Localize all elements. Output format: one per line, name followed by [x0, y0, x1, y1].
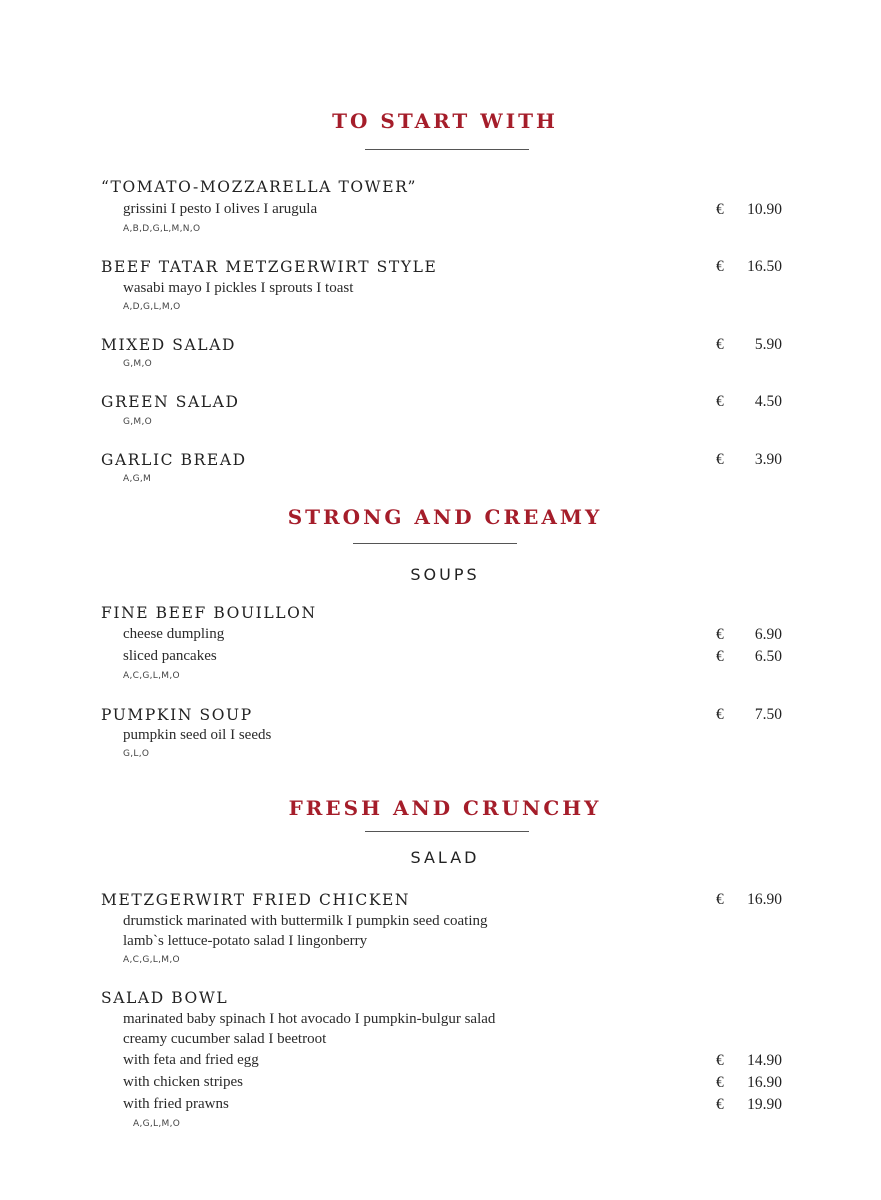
allergen-codes: G,M,O — [123, 417, 153, 427]
section-title-soups: STRONG AND CREAMY — [287, 505, 603, 529]
menu-item-option: cheese dumpling — [123, 626, 225, 642]
price-amount: 14.90 — [747, 1052, 782, 1069]
section-subtitle-salads: SALAD — [410, 848, 480, 867]
currency-symbol: € — [716, 891, 724, 908]
currency-symbol: € — [716, 1096, 724, 1113]
currency-symbol: € — [716, 626, 724, 643]
menu-item-description: wasabi mayo I pickles I sprouts I toast — [123, 280, 354, 296]
menu-item-name: MIXED SALAD — [101, 336, 237, 354]
menu-item-description: lamb`s lettuce-potato salad I lingonberry — [123, 933, 368, 949]
menu-item-description: pumpkin seed oil I seeds — [123, 727, 272, 743]
currency-symbol: € — [716, 1074, 724, 1091]
menu-item-option: sliced pancakes — [123, 648, 217, 664]
price-amount: 6.90 — [754, 626, 782, 643]
section-divider — [365, 831, 529, 832]
section-subtitle-soups: SOUPS — [410, 565, 480, 584]
menu-item-name: PUMPKIN SOUP — [101, 706, 253, 724]
allergen-codes: G,L,O — [123, 749, 150, 759]
section-divider — [365, 149, 529, 150]
allergen-codes: G,M,O — [123, 359, 153, 369]
menu-item-option: with chicken stripes — [123, 1074, 243, 1090]
price-amount: 16.50 — [747, 258, 782, 275]
allergen-codes: A,C,G,L,M,O — [123, 671, 180, 681]
menu-item-name: METZGERWIRT FRIED CHICKEN — [101, 891, 411, 909]
menu-item-name: FINE BEEF BOUILLON — [101, 604, 317, 622]
allergen-codes: A,B,D,G,L,M,N,O — [123, 224, 201, 234]
allergen-codes: A,G,L,M,O — [133, 1119, 181, 1129]
price-amount: 16.90 — [747, 891, 782, 908]
section-divider — [353, 543, 517, 544]
price-amount: 4.50 — [754, 393, 782, 410]
currency-symbol: € — [716, 201, 724, 218]
currency-symbol: € — [716, 451, 724, 468]
allergen-codes: A,C,G,L,M,O — [123, 955, 180, 965]
price-amount: 16.90 — [747, 1074, 782, 1091]
currency-symbol: € — [716, 393, 724, 410]
menu-item-name: GARLIC BREAD — [101, 451, 247, 469]
price-amount: 3.90 — [754, 451, 782, 468]
menu-item-description: drumstick marinated with buttermilk I pumpkin seed coating — [123, 913, 488, 929]
price-amount: 5.90 — [754, 336, 782, 353]
currency-symbol: € — [716, 706, 724, 723]
section-title-starters: TO START WITH — [332, 109, 558, 133]
menu-item-option: with feta and fried egg — [123, 1052, 259, 1068]
currency-symbol: € — [716, 258, 724, 275]
allergen-codes: A,G,M — [123, 474, 152, 484]
menu-item-name: SALAD BOWL — [101, 989, 229, 1007]
currency-symbol: € — [716, 336, 724, 353]
menu-item-name: “TOMATO-MOZZARELLA TOWER” — [101, 178, 418, 196]
menu-item-description: grissini I pesto I olives I arugula — [123, 201, 318, 217]
menu-item-description: marinated baby spinach I hot avocado I pumpkin-bulgur salad — [123, 1011, 496, 1027]
menu-item-option: with fried prawns — [123, 1096, 229, 1112]
allergen-codes: A,D,G,L,M,O — [123, 302, 181, 312]
price-amount: 19.90 — [747, 1096, 782, 1113]
currency-symbol: € — [716, 1052, 724, 1069]
menu-item-name: BEEF TATAR METZGERWIRT STYLE — [101, 258, 438, 276]
menu-item-description: creamy cucumber salad I beetroot — [123, 1031, 327, 1047]
price-amount: 10.90 — [747, 201, 782, 218]
currency-symbol: € — [716, 648, 724, 665]
price-amount: 6.50 — [754, 648, 782, 665]
price-amount: 7.50 — [754, 706, 782, 723]
menu-item-name: GREEN SALAD — [101, 393, 240, 411]
section-title-salads: FRESH AND CRUNCHY — [288, 796, 602, 820]
